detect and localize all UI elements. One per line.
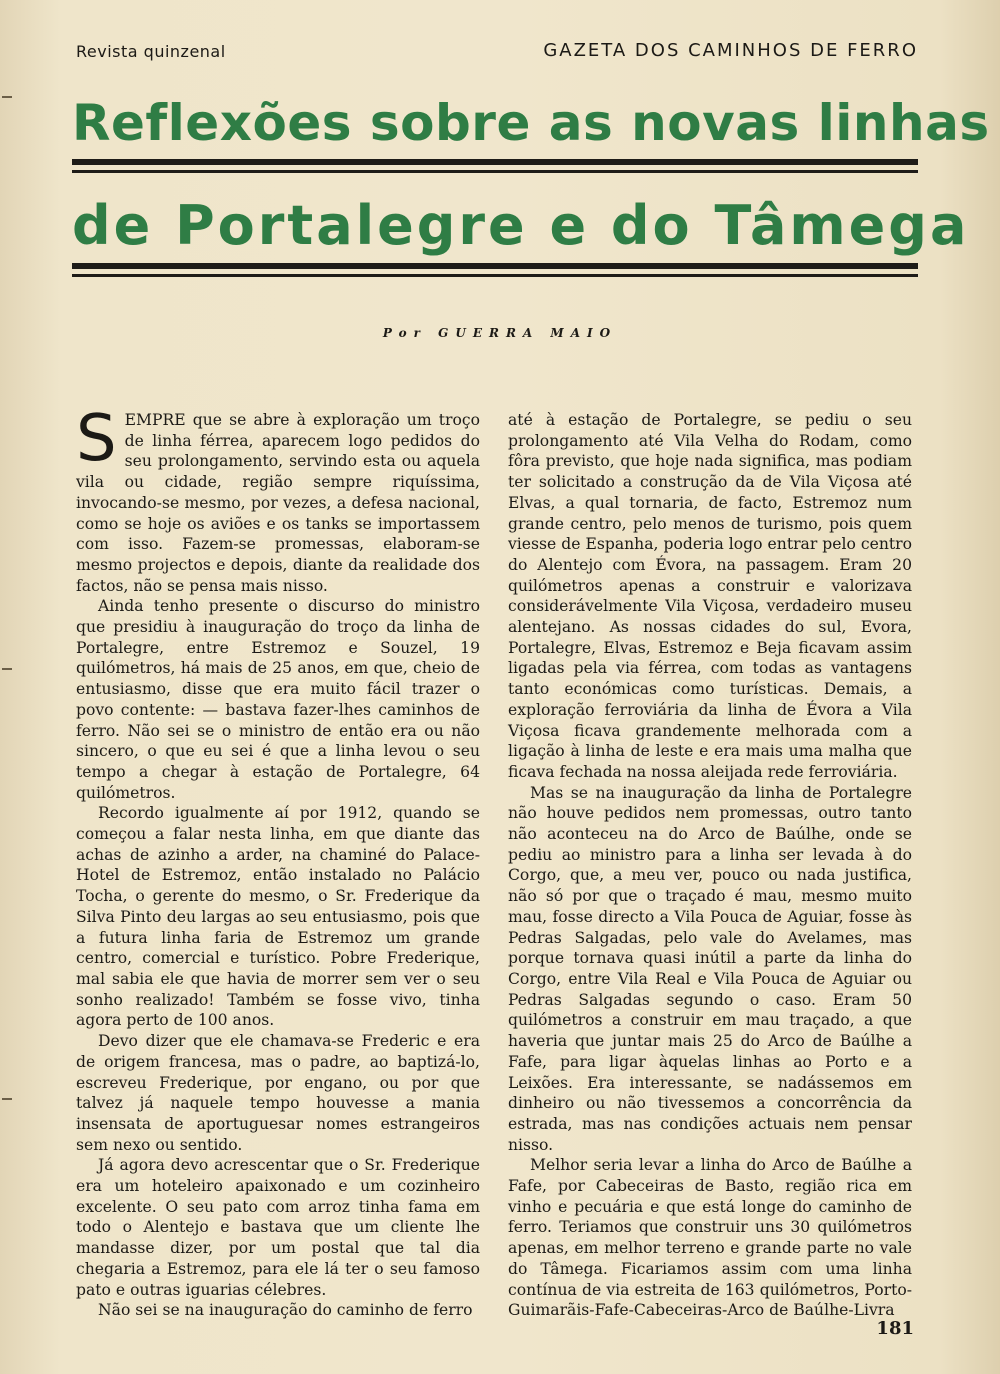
article-column-right [508, 410, 912, 1321]
margin-mark [2, 96, 12, 98]
author-byline: Por GUERRA MAIO [382, 326, 618, 340]
title-rule-top [72, 159, 918, 175]
article-paragraph: Ainda tenho presente o discurso do ministro que presidiu à inauguração do troço da linha de Portalegre, entre Estremoz e Souzel, 19 quilómetros, há mais de 25 anos, em que, cheio de entusiasmo, disse que era muito fácil trazer o povo contente: — bastava fazer-lhes caminhos de ferro. Não sei se o ministro de então era ou não sincero, o que eu sei é que a linha levou o seu tempo a chegar à estação de Portalegre, 64 quilómetros. [76, 597, 480, 802]
drop-cap: S [76, 402, 117, 476]
margin-mark [2, 668, 12, 670]
article-paragraph: Recordo igualmente aí por 1912, quando se começou a falar nesta linha, em que diante das achas de azinho a arder, na chaminé do Palace-Hotel de Estremoz, então instalado no Palácio Tocha, o gerente do mesmo, o Sr. Frederique da Silva Pinto deu largas ao seu entusiasmo, pois que a futura linha faria de Estremoz um grande centro, comercial e turístico. Pobre Frederique, mal sabia ele que havia de morrer sem ver o seu sonho realizado! Também se fosse vivo, tinha agora perto de 100 anos. [76, 804, 480, 1030]
article-column-left [76, 402, 480, 1321]
article-paragraph: Não sei se na inauguração do caminho de ferro [98, 1301, 473, 1320]
article-title-line-1: Reflexões sobre as novas linhas [72, 94, 990, 152]
article-paragraph: Mas se na inauguração da linha de Portalegre não houve pedidos nem promessas, outro tanto não aconteceu na do Arco de Baúlhe, onde se pediu ao ministro para a linha ser levada à do Corgo, que, a meu ver, pouco ou nada justifica, não só por que o traçado é mau, mesmo muito mau, fosse directo a Vila Pouca de Aguiar, fosse às Pedras Salgadas, pelo vale do Avelames, mas porque tornava quasi inútil a parte da linha do Corgo, entre Vila Real e Vila Pouca de Aguiar ou Pedras Salgadas segundo o caso. Eram 50 quilómetros a construir em mau traçado, a que haveria que juntar mais 25 do Arco de Baúlhe a Fafe, para ligar àquelas linhas ao Porto e a Leixões. Era interessante, se nadássemos em dinheiro ou não tivessemos a concorrência da estrada, mas nas condições actuais nem pensar nisso. [508, 783, 912, 1154]
article-paragraph: Devo dizer que ele chamava-se Frederic e era de origem francesa, mas o padre, ao baptizá-lo, escreveu Frederique, por engano, ou por que talvez já naquele tempo houvesse a mania insensata de aportuguesar nomes estrangeiros sem nexo ou sentido. [76, 1032, 480, 1154]
title-rule-bottom [72, 263, 918, 279]
article-paragraph: até à estação de Portalegre, se pediu o seu prolongamento até Vila Velha do Rodam, como fôra previsto, que hoje nada significa, mas podiam ter solicitado a construção da de Vila Viçosa até Elvas, a qual tornaria, de facto, Estremoz num grande centro, pelo menos de turismo, pois quem viesse de Espanha, poderia logo entrar pelo centro do Alentejo com Évora, na passagem. Eram 20 quilómetros apenas a construir e valorizava considerávelmente Vila Viçosa, verdadeiro museu alentejano. As nossas cidades do sul, Evora, Portalegre, Elvas, Estremoz e Beja ficavam assim ligadas pela via férrea, com todas as vantagens tanto económicas como turísticas. Demais, a exploração ferroviária da linha de Évora a Vila Viçosa ficava grandemente melhorada com a ligação à linha de leste e era mais uma malha que ficava fechada na nossa aleijada rede ferroviária. [508, 411, 912, 781]
header-periodicity: Revista quinzenal [76, 42, 226, 61]
article-paragraph: Melhor seria levar a linha do Arco de Baúlhe a Fafe, por Cabeceiras de Basto, região rica em vinho e pecuária e que está longe do caminho de ferro. Teriamos que construir uns 30 quilómetros apenas, em melhor terreno e grande parte no vale do Tâmega. Ficariamos assim com uma linha contínua de via estreita de 163 quilómetros, Porto-Guimarãis-Fafe-Cabeceiras-Arco de Baúlhe-Livra [508, 1156, 912, 1320]
margin-mark [2, 1098, 12, 1100]
header-publication-name: GAZETA DOS CAMINHOS DE FERRO [543, 40, 918, 61]
article-paragraph: Já agora devo acrescentar que o Sr. Frederique era um hoteleiro apaixonado e um cozinheiro excelente. O seu pato com arroz tinha fama em todo o Alentejo e bastava que um cliente lhe mandasse dizer, por um postal que tal dia chegaria a Estremoz, para ele lá ter o seu famoso pato e outras iguarias célebres. [76, 1156, 480, 1299]
page-number: 181 [876, 1318, 914, 1339]
article-paragraph: SEMPRE que se abre à exploração um troço de linha férrea, aparecem logo pedidos do seu prolongamento, servindo esta ou aquela vila ou cidade, região sempre riquíssima, invocando-se mesmo, por vezes, a defesa nacional, como se hoje os aviões e os tanks se importassem com isso. Fazem-se promessas, elaboram-se mesmo projectos e depois, diante da realidade dos factos, não se pensa mais nisso. [76, 402, 480, 595]
article-title-line-2: de Portalegre e do Tâmega [72, 194, 970, 257]
